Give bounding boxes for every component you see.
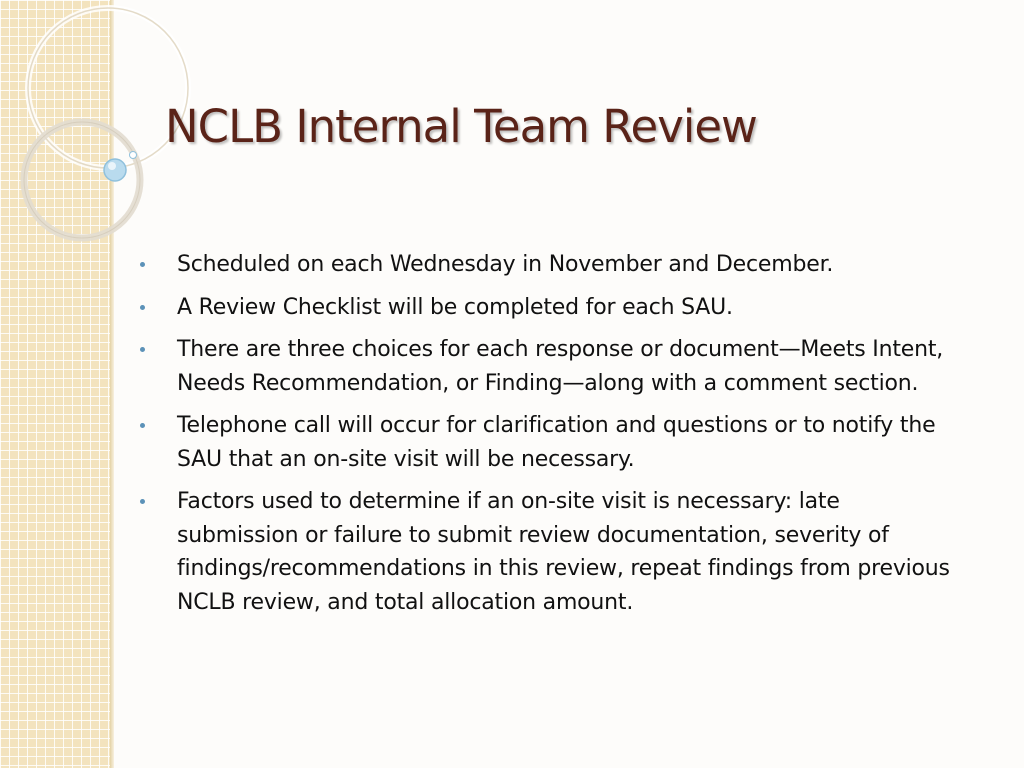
bullet-dot-icon <box>140 347 145 352</box>
bullet-item <box>140 291 950 325</box>
bullet-dot-icon <box>140 305 145 310</box>
bullet-text: Factors used to determine if an on-site visit is necessary: late submission or failure to submit review documentation, severity of findings/recommendations in this review, repeat findings from previous NCLB review, and total allocation amount. <box>177 489 950 615</box>
bullet-text: A Review Checklist will be completed for each SAU. <box>177 294 733 320</box>
bullet-item <box>140 409 950 476</box>
bullet-dot-icon <box>140 262 145 267</box>
slide-title: NCLB Internal Team Review <box>165 100 757 153</box>
bullet-dot-icon <box>140 423 145 428</box>
bullet-item <box>140 485 950 619</box>
bullet-item <box>140 333 950 400</box>
bullet-text: Telephone call will occur for clarification and questions or to notify the SAU that an on-site visit will be necessary. <box>177 413 936 472</box>
bullet-list <box>140 248 950 628</box>
bullet-item <box>140 248 950 282</box>
bullet-text: There are three choices for each response or document—Meets Intent, Needs Recommendation, or Finding—along with a comment section. <box>177 337 944 396</box>
bullet-dot-icon <box>140 499 145 504</box>
bullet-text: Scheduled on each Wednesday in November and December. <box>177 252 834 277</box>
